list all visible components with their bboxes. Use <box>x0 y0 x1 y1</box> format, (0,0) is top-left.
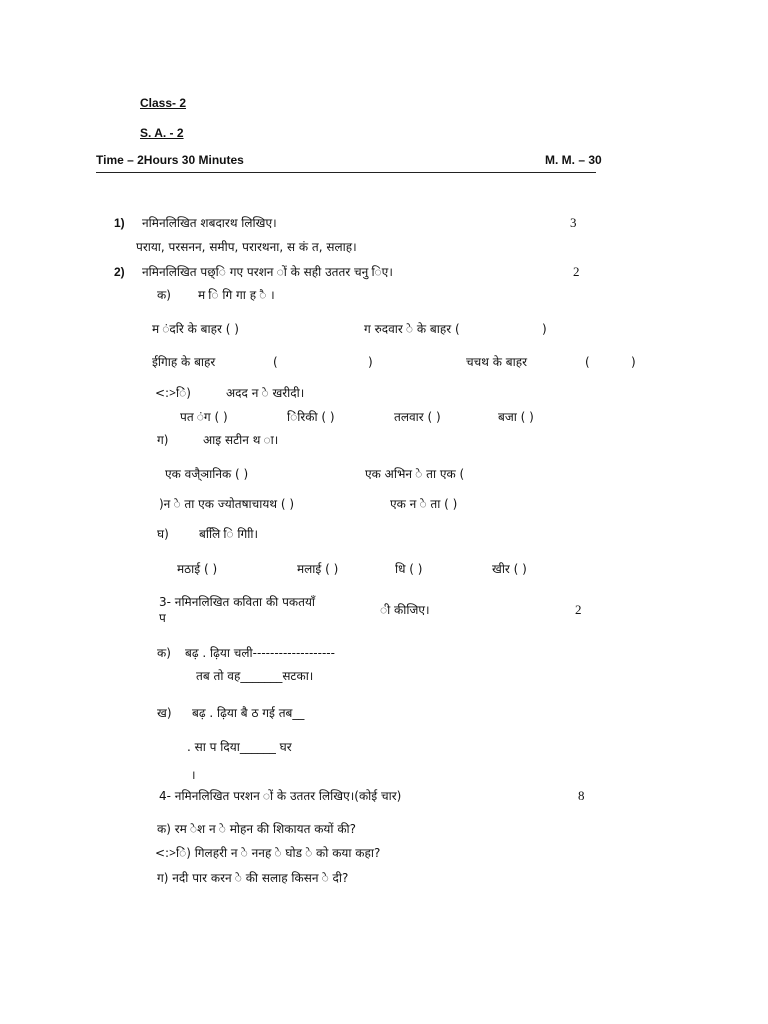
q1-prompt: नमिनलिखित शबदारथ लिखिए। <box>142 216 277 230</box>
q2a-option-4-close: ) <box>631 355 636 369</box>
q2b-option-4: बजा ( ) <box>498 410 534 424</box>
q3-prompt-end: ी कीजिए। <box>380 603 430 617</box>
q3-marks: 2 <box>575 602 582 617</box>
q2b-option-1: पत ंग ( ) <box>180 410 228 424</box>
q2-number: 2) <box>114 265 125 279</box>
q2a-option-1: म ंदरि के बाहर ( ) <box>152 322 239 336</box>
q4-item-c: ग) नदी पार करन े की सलाह किसन े दी? <box>157 871 349 885</box>
q4-item-b: <:>िं) गिलहरी न े ननह े घोड े को कया कहा? <box>155 846 381 860</box>
q2c-option-2: एक अभिन े ता एक ( <box>365 467 465 481</box>
q2a-label: क) <box>157 288 171 302</box>
q2c-option-3: )न े ता एक ज्योतषाचायथ ( ) <box>159 497 294 511</box>
q3b-line-2: . सा प दिया______ घर <box>187 740 292 754</box>
q3a-label: क) <box>157 646 171 660</box>
q2c-question: आइ सटीन थ ा। <box>203 433 279 447</box>
exam-label: S. A. - 2 <box>140 126 184 140</box>
q2a-option-4-open: ( <box>585 355 590 369</box>
q2b-option-2: िंरिकी ( ) <box>287 410 335 424</box>
q2a-question: म ि गि गा ह ै । <box>198 288 275 302</box>
q2a-option-4: चचथ के बाहर <box>466 355 527 369</box>
q2a-option-3-open: ( <box>273 355 278 369</box>
q2a-option-2: ग रुदवार े के बाहर ( <box>364 322 460 336</box>
q2a-option-2-close: ) <box>542 322 547 336</box>
q3-prompt-continued: प <box>159 611 166 625</box>
q2d-option-3: धि ( ) <box>395 562 423 576</box>
q4-item-a: क) रम ेश न े मोहन की शिकायत कयों की? <box>157 822 357 836</box>
q2d-option-4: खीर ( ) <box>492 562 527 576</box>
q2c-label: ग) <box>157 433 169 447</box>
q3-prompt: 3- नमिनलिखित कविता की पकतयाँ <box>159 595 316 609</box>
q2-marks: 2 <box>573 264 580 279</box>
q2d-label: घ) <box>157 527 169 541</box>
q2d-option-1: मठाई ( ) <box>177 562 218 576</box>
q3b-label: ख) <box>157 706 172 720</box>
q2a-option-3-close: ) <box>368 355 373 369</box>
q2d-question: बलिि ि गिाी। <box>199 527 259 541</box>
q4-marks: 8 <box>578 788 585 803</box>
q2d-option-2: मलाई ( ) <box>297 562 339 576</box>
q2b-option-3: तलवार ( ) <box>394 410 441 424</box>
q4-prompt: 4- नमिनलिखित परशन ों के उततर लिखिए।(कोई चार) <box>159 789 402 803</box>
max-marks-label: M. M. – 30 <box>545 153 602 167</box>
q2b-question: अदद न े खरीदी। <box>226 386 305 400</box>
q2c-option-1: एक वजै्ञानिक ( ) <box>165 467 249 481</box>
q2-prompt: नमिनलिखित पछ्ि गए परशन ों के सही उततर चनु िए। <box>142 265 393 279</box>
q2c-option-4: एक न े ता ( ) <box>390 497 458 511</box>
q2b-label: <:>िं) <box>155 386 191 400</box>
q1-marks: 3 <box>570 215 577 230</box>
q1-number: 1) <box>114 216 125 230</box>
time-label: Time – 2Hours 30 Minutes <box>96 153 244 167</box>
q3a-line-1: बढ़ . ढ़िया चली------------------- <box>185 646 335 660</box>
q1-words: पराया, परसनन, समीप, परारथना, स कं त, सलाह। <box>136 240 357 254</box>
header-divider <box>96 172 596 173</box>
q3b-line-1: बढ़ . ढ़िया बै ठ गई तब__ <box>192 706 305 720</box>
class-label: Class- 2 <box>140 96 187 110</box>
q2a-option-3: ईगिाह के बाहर <box>152 355 216 369</box>
q3a-line-2: तब तो वह_______सटका। <box>196 669 314 683</box>
q3b-line-3: । <box>191 768 196 782</box>
